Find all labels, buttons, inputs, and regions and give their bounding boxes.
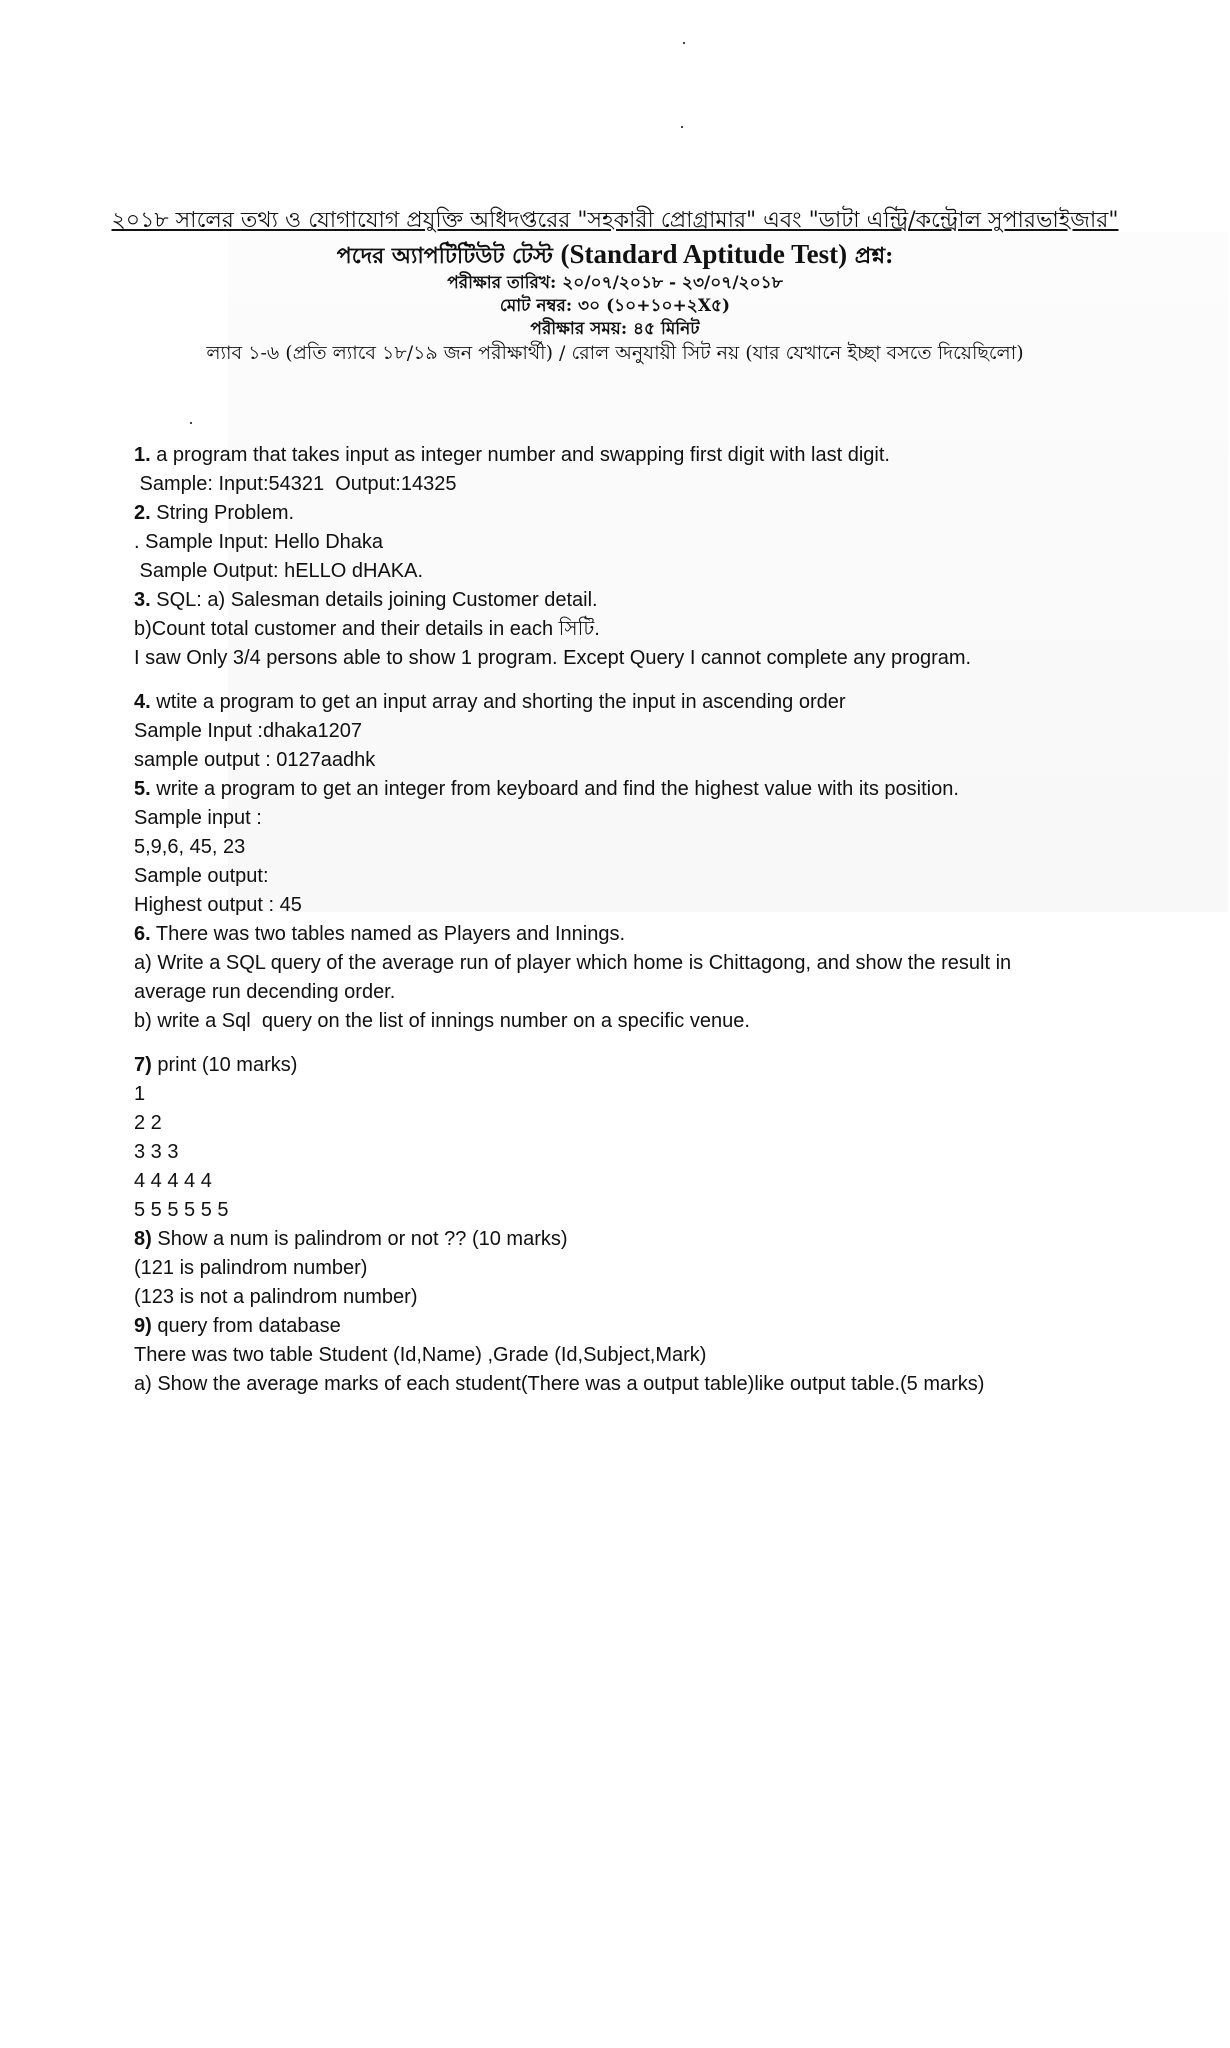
question-number: 9) [134,1315,152,1337]
question-text: write a program to get an integer from keyboard and find the highest value with its position. [150,778,959,800]
question-line [134,499,1134,528]
question-line [134,862,1134,891]
question-line [134,949,1134,978]
question-line [134,441,1134,470]
question-text: sample output : 0127aadhk [134,749,376,771]
question-line [134,978,1134,1007]
question-line [134,528,1134,557]
question-line [134,1225,1134,1254]
question-text: Sample output: [134,865,269,887]
question-text: a) Show the average marks of each student(There was a output table)like output table.(5 marks) [134,1373,985,1395]
question-line [134,1080,1134,1109]
question-line [134,833,1134,862]
question-number: 3. [134,589,151,611]
question-text: There was two table Student (Id,Name) ,Grade (Id,Subject,Mark) [134,1344,707,1366]
lab-info: ল্যাব ১-৬ (প্রতি ল্যাবে ১৮/১৯ জন পরীক্ষার্থী) / রোল অনুযায়ী সিট নয় (যার যেখানে ইচ্ছা বসতে দিয়েছিলো) [206,341,1024,364]
question-line [134,1283,1134,1312]
question-text: 3 3 3 [134,1141,179,1163]
question-line [134,1312,1134,1341]
total-marks: মোট নম্বর: ৩০ (১০+১০+২X৫) [499,296,731,317]
question-line [134,1051,1134,1080]
question-text: . Sample Input: Hello Dhaka [134,531,384,553]
question-number: 7) [134,1054,152,1076]
question-text: average run decending order. [134,981,396,1003]
question-text: Sample Output: hELLO dHAKA. [134,560,424,582]
paragraph-gap [134,1036,1134,1051]
question-line [134,1138,1134,1167]
question-line [134,1109,1134,1138]
question-text: query from database [151,1315,341,1337]
question-text: String Problem. [150,502,295,524]
question-line [134,557,1134,586]
scan-speck [683,42,685,44]
subtitle-end: প্রশ্ন: [854,242,894,269]
question-text: Highest output : 45 [134,894,302,916]
question-line [134,920,1134,949]
question-line [134,644,1134,673]
question-text: Sample: Input:54321 Output:14325 [134,473,457,495]
question-text: Show a num is palindrom or not ?? (10 marks) [151,1228,568,1250]
question-text: print (10 marks) [151,1054,298,1076]
question-line [134,891,1134,920]
question-line [134,1341,1134,1370]
question-line [134,586,1134,615]
question-line [134,804,1134,833]
question-text: Sample input : [134,807,262,829]
question-number: 6. [134,923,151,945]
question-line [134,1196,1134,1225]
question-line [134,1370,1134,1399]
question-line [134,717,1134,746]
question-text: b)Count total customer and their details in each সিটি. [134,618,600,640]
question-number: 1. [134,444,151,466]
question-text: 4 4 4 4 4 [134,1170,212,1192]
question-number: 4. [134,691,151,713]
question-text: 2 2 [134,1112,162,1134]
question-text: Sample Input :dhaka1207 [134,720,362,742]
question-text: (123 is not a palindrom number) [134,1286,418,1308]
scan-speck [681,126,683,128]
subtitle-bengali: পদের অ্যাপটিটিউট টেস্ট [336,242,553,269]
question-text: wtite a program to get an input array and shorting the input in ascending order [150,691,846,713]
exam-time: পরীক্ষার সময়: ৪৫ মিনিট [530,319,700,339]
header-title: ২০১৮ সালের তথ্য ও যোগাযোগ প্রযুক্তি অধিদপ্তরের "সহকারী প্রোগ্রামার" এবং "ডাটা এন্ট্রি/কন্ট্রোল সুপারভাইজার" [111,208,1119,233]
question-line [134,1254,1134,1283]
question-text: I saw Only 3/4 persons able to show 1 program. Except Query I cannot complete any program. [134,647,972,669]
scan-speck [190,422,192,424]
subtitle-english: (Standard Aptitude Test) [560,238,848,269]
question-text: (121 is palindrom number) [134,1257,368,1279]
paragraph-gap [134,673,1134,688]
header-subtitle [0,236,1230,272]
question-number: 2. [134,502,151,524]
question-line [134,615,1134,644]
question-line [134,1167,1134,1196]
question-text: b) write a Sql query on the list of innings number on a specific venue. [134,1010,750,1032]
question-text: a program that takes input as integer number and swapping first digit with last digit. [150,444,890,466]
question-line [134,470,1134,499]
question-line [134,1007,1134,1036]
question-line [134,775,1134,804]
document-header [0,206,1230,367]
question-text: 1 [134,1083,146,1105]
question-text: 5 5 5 5 5 5 [134,1199,229,1221]
question-text: There was two tables named as Players and Innings. [150,923,626,945]
question-line [134,746,1134,775]
question-number: 5. [134,778,151,800]
question-line [134,688,1134,717]
question-text: SQL: a) Salesman details joining Customer detail. [150,589,598,611]
questions-body [134,441,1134,1399]
question-number: 8) [134,1228,152,1250]
exam-date: পরীক্ষার তারিখ: ২০/০৭/২০১৮ - ২৩/০৭/২০১৮ [447,273,783,294]
question-text: a) Write a SQL query of the average run of player which home is Chittagong, and show the result in [134,952,1012,974]
question-text: 5,9,6, 45, 23 [134,836,246,858]
